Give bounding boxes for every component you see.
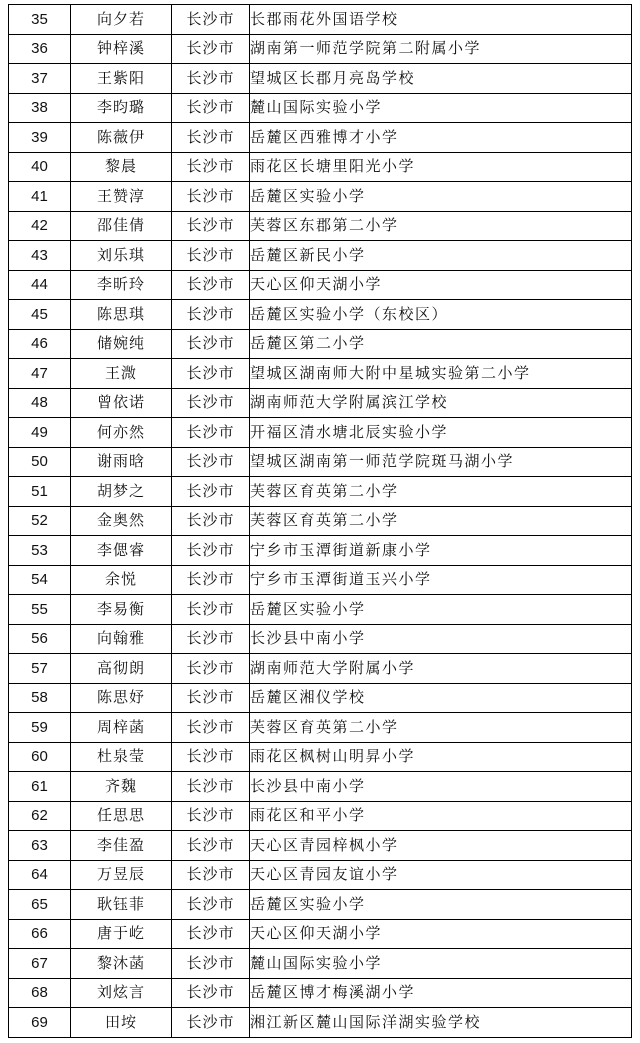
table-row — [9, 536, 632, 566]
school-name: 岳麓区实验小学 — [250, 595, 632, 625]
city-name: 长沙市 — [172, 595, 250, 625]
table-row — [9, 919, 632, 949]
table-row — [9, 949, 632, 979]
school-name: 长沙县中南小学 — [250, 772, 632, 802]
student-name: 李佳盈 — [71, 831, 172, 861]
city-name: 长沙市 — [172, 418, 250, 448]
school-name: 宁乡市玉潭街道新康小学 — [250, 536, 632, 566]
student-name: 齐魏 — [71, 772, 172, 802]
city-name: 长沙市 — [172, 34, 250, 64]
student-name: 高彻朗 — [71, 654, 172, 684]
student-name: 李昀璐 — [71, 93, 172, 123]
table-row — [9, 772, 632, 802]
city-name: 长沙市 — [172, 919, 250, 949]
student-name: 杜泉莹 — [71, 742, 172, 772]
row-number: 56 — [9, 624, 71, 654]
table-row — [9, 654, 632, 684]
school-name: 雨花区长塘里阳光小学 — [250, 152, 632, 182]
city-name: 长沙市 — [172, 772, 250, 802]
row-number: 62 — [9, 801, 71, 831]
table-row — [9, 683, 632, 713]
table-row — [9, 890, 632, 920]
table-row — [9, 270, 632, 300]
student-name: 刘炫言 — [71, 978, 172, 1008]
row-number: 40 — [9, 152, 71, 182]
school-name: 岳麓区湘仪学校 — [250, 683, 632, 713]
row-number: 44 — [9, 270, 71, 300]
student-roster-table — [8, 4, 632, 1038]
school-name: 雨花区枫树山明昇小学 — [250, 742, 632, 772]
city-name: 长沙市 — [172, 654, 250, 684]
city-name: 长沙市 — [172, 123, 250, 153]
student-name: 唐于屹 — [71, 919, 172, 949]
school-name: 湖南师范大学附属滨江学校 — [250, 388, 632, 418]
table-row — [9, 506, 632, 536]
student-name: 田垵 — [71, 1008, 172, 1038]
row-number: 68 — [9, 978, 71, 1008]
row-number: 57 — [9, 654, 71, 684]
table-row — [9, 64, 632, 94]
student-name: 陈思妤 — [71, 683, 172, 713]
row-number: 52 — [9, 506, 71, 536]
city-name: 长沙市 — [172, 624, 250, 654]
row-number: 67 — [9, 949, 71, 979]
row-number: 45 — [9, 300, 71, 330]
table-row — [9, 300, 632, 330]
city-name: 长沙市 — [172, 211, 250, 241]
table-row — [9, 211, 632, 241]
student-name: 金奥然 — [71, 506, 172, 536]
city-name: 长沙市 — [172, 152, 250, 182]
city-name: 长沙市 — [172, 477, 250, 507]
table-row — [9, 595, 632, 625]
student-name: 储婉纯 — [71, 329, 172, 359]
row-number: 35 — [9, 5, 71, 35]
school-name: 湘江新区麓山国际洋湖实验学校 — [250, 1008, 632, 1038]
table-row — [9, 713, 632, 743]
student-name: 钟梓溪 — [71, 34, 172, 64]
city-name: 长沙市 — [172, 949, 250, 979]
row-number: 39 — [9, 123, 71, 153]
row-number: 55 — [9, 595, 71, 625]
row-number: 64 — [9, 860, 71, 890]
city-name: 长沙市 — [172, 742, 250, 772]
table-row — [9, 742, 632, 772]
school-name: 芙蓉区东郡第二小学 — [250, 211, 632, 241]
row-number: 69 — [9, 1008, 71, 1038]
student-name: 胡梦之 — [71, 477, 172, 507]
row-number: 43 — [9, 241, 71, 271]
school-name: 岳麓区实验小学 — [250, 890, 632, 920]
table-row — [9, 801, 632, 831]
table-row — [9, 34, 632, 64]
roster-table-body — [9, 5, 632, 1038]
school-name: 天心区仰天湖小学 — [250, 919, 632, 949]
student-name: 李昕玲 — [71, 270, 172, 300]
row-number: 51 — [9, 477, 71, 507]
city-name: 长沙市 — [172, 506, 250, 536]
table-row — [9, 93, 632, 123]
table-row — [9, 123, 632, 153]
student-name: 万昱辰 — [71, 860, 172, 890]
city-name: 长沙市 — [172, 241, 250, 271]
city-name: 长沙市 — [172, 93, 250, 123]
row-number: 48 — [9, 388, 71, 418]
table-row — [9, 182, 632, 212]
school-name: 麓山国际实验小学 — [250, 949, 632, 979]
table-row — [9, 477, 632, 507]
school-name: 岳麓区新民小学 — [250, 241, 632, 271]
city-name: 长沙市 — [172, 565, 250, 595]
school-name: 芙蓉区育英第二小学 — [250, 713, 632, 743]
school-name: 麓山国际实验小学 — [250, 93, 632, 123]
table-row — [9, 329, 632, 359]
city-name: 长沙市 — [172, 801, 250, 831]
row-number: 65 — [9, 890, 71, 920]
student-name: 李易衡 — [71, 595, 172, 625]
row-number: 53 — [9, 536, 71, 566]
school-name: 开福区清水塘北辰实验小学 — [250, 418, 632, 448]
student-name: 周梓菡 — [71, 713, 172, 743]
city-name: 长沙市 — [172, 329, 250, 359]
school-name: 长沙县中南小学 — [250, 624, 632, 654]
student-name: 向夕若 — [71, 5, 172, 35]
school-name: 天心区仰天湖小学 — [250, 270, 632, 300]
student-name: 陈薇伊 — [71, 123, 172, 153]
city-name: 长沙市 — [172, 1008, 250, 1038]
student-name: 刘乐琪 — [71, 241, 172, 271]
row-number: 41 — [9, 182, 71, 212]
student-name: 耿钰菲 — [71, 890, 172, 920]
table-row — [9, 447, 632, 477]
school-name: 岳麓区博才梅溪湖小学 — [250, 978, 632, 1008]
student-name: 黎晨 — [71, 152, 172, 182]
school-name: 岳麓区实验小学 — [250, 182, 632, 212]
city-name: 长沙市 — [172, 831, 250, 861]
city-name: 长沙市 — [172, 388, 250, 418]
city-name: 长沙市 — [172, 860, 250, 890]
school-name: 湖南第一师范学院第二附属小学 — [250, 34, 632, 64]
student-name: 陈思琪 — [71, 300, 172, 330]
school-name: 湖南师范大学附属小学 — [250, 654, 632, 684]
school-name: 天心区青园友谊小学 — [250, 860, 632, 890]
row-number: 36 — [9, 34, 71, 64]
student-name: 曾依诺 — [71, 388, 172, 418]
student-name: 黎沐菡 — [71, 949, 172, 979]
city-name: 长沙市 — [172, 359, 250, 389]
row-number: 50 — [9, 447, 71, 477]
school-name: 岳麓区第二小学 — [250, 329, 632, 359]
table-row — [9, 978, 632, 1008]
school-name: 天心区青园梓枫小学 — [250, 831, 632, 861]
row-number: 47 — [9, 359, 71, 389]
row-number: 38 — [9, 93, 71, 123]
row-number: 59 — [9, 713, 71, 743]
table-row — [9, 388, 632, 418]
table-row — [9, 624, 632, 654]
city-name: 长沙市 — [172, 890, 250, 920]
row-number: 61 — [9, 772, 71, 802]
student-name: 任思思 — [71, 801, 172, 831]
table-row — [9, 241, 632, 271]
school-name: 长郡雨花外国语学校 — [250, 5, 632, 35]
city-name: 长沙市 — [172, 713, 250, 743]
table-row — [9, 860, 632, 890]
row-number: 37 — [9, 64, 71, 94]
school-name: 岳麓区西雅博才小学 — [250, 123, 632, 153]
student-name: 王紫阳 — [71, 64, 172, 94]
student-name: 李偲睿 — [71, 536, 172, 566]
city-name: 长沙市 — [172, 447, 250, 477]
student-name: 谢雨晗 — [71, 447, 172, 477]
row-number: 46 — [9, 329, 71, 359]
school-name: 望城区湖南第一师范学院斑马湖小学 — [250, 447, 632, 477]
city-name: 长沙市 — [172, 300, 250, 330]
row-number: 66 — [9, 919, 71, 949]
table-row — [9, 1008, 632, 1038]
row-number: 63 — [9, 831, 71, 861]
table-row — [9, 152, 632, 182]
table-row — [9, 565, 632, 595]
table-row — [9, 359, 632, 389]
student-name: 何亦然 — [71, 418, 172, 448]
school-name: 望城区湖南师大附中星城实验第二小学 — [250, 359, 632, 389]
city-name: 长沙市 — [172, 536, 250, 566]
student-name: 王溦 — [71, 359, 172, 389]
row-number: 60 — [9, 742, 71, 772]
table-row — [9, 5, 632, 35]
school-name: 芙蓉区育英第二小学 — [250, 477, 632, 507]
city-name: 长沙市 — [172, 978, 250, 1008]
school-name: 岳麓区实验小学（东校区） — [250, 300, 632, 330]
school-name: 雨花区和平小学 — [250, 801, 632, 831]
row-number: 54 — [9, 565, 71, 595]
school-name: 芙蓉区育英第二小学 — [250, 506, 632, 536]
city-name: 长沙市 — [172, 270, 250, 300]
student-name: 邵佳倩 — [71, 211, 172, 241]
table-row — [9, 831, 632, 861]
city-name: 长沙市 — [172, 64, 250, 94]
city-name: 长沙市 — [172, 5, 250, 35]
city-name: 长沙市 — [172, 683, 250, 713]
student-name: 向翰雅 — [71, 624, 172, 654]
city-name: 长沙市 — [172, 182, 250, 212]
row-number: 49 — [9, 418, 71, 448]
student-name: 余悦 — [71, 565, 172, 595]
student-name: 王赞淳 — [71, 182, 172, 212]
table-row — [9, 418, 632, 448]
school-name: 宁乡市玉潭街道玉兴小学 — [250, 565, 632, 595]
row-number: 42 — [9, 211, 71, 241]
school-name: 望城区长郡月亮岛学校 — [250, 64, 632, 94]
row-number: 58 — [9, 683, 71, 713]
